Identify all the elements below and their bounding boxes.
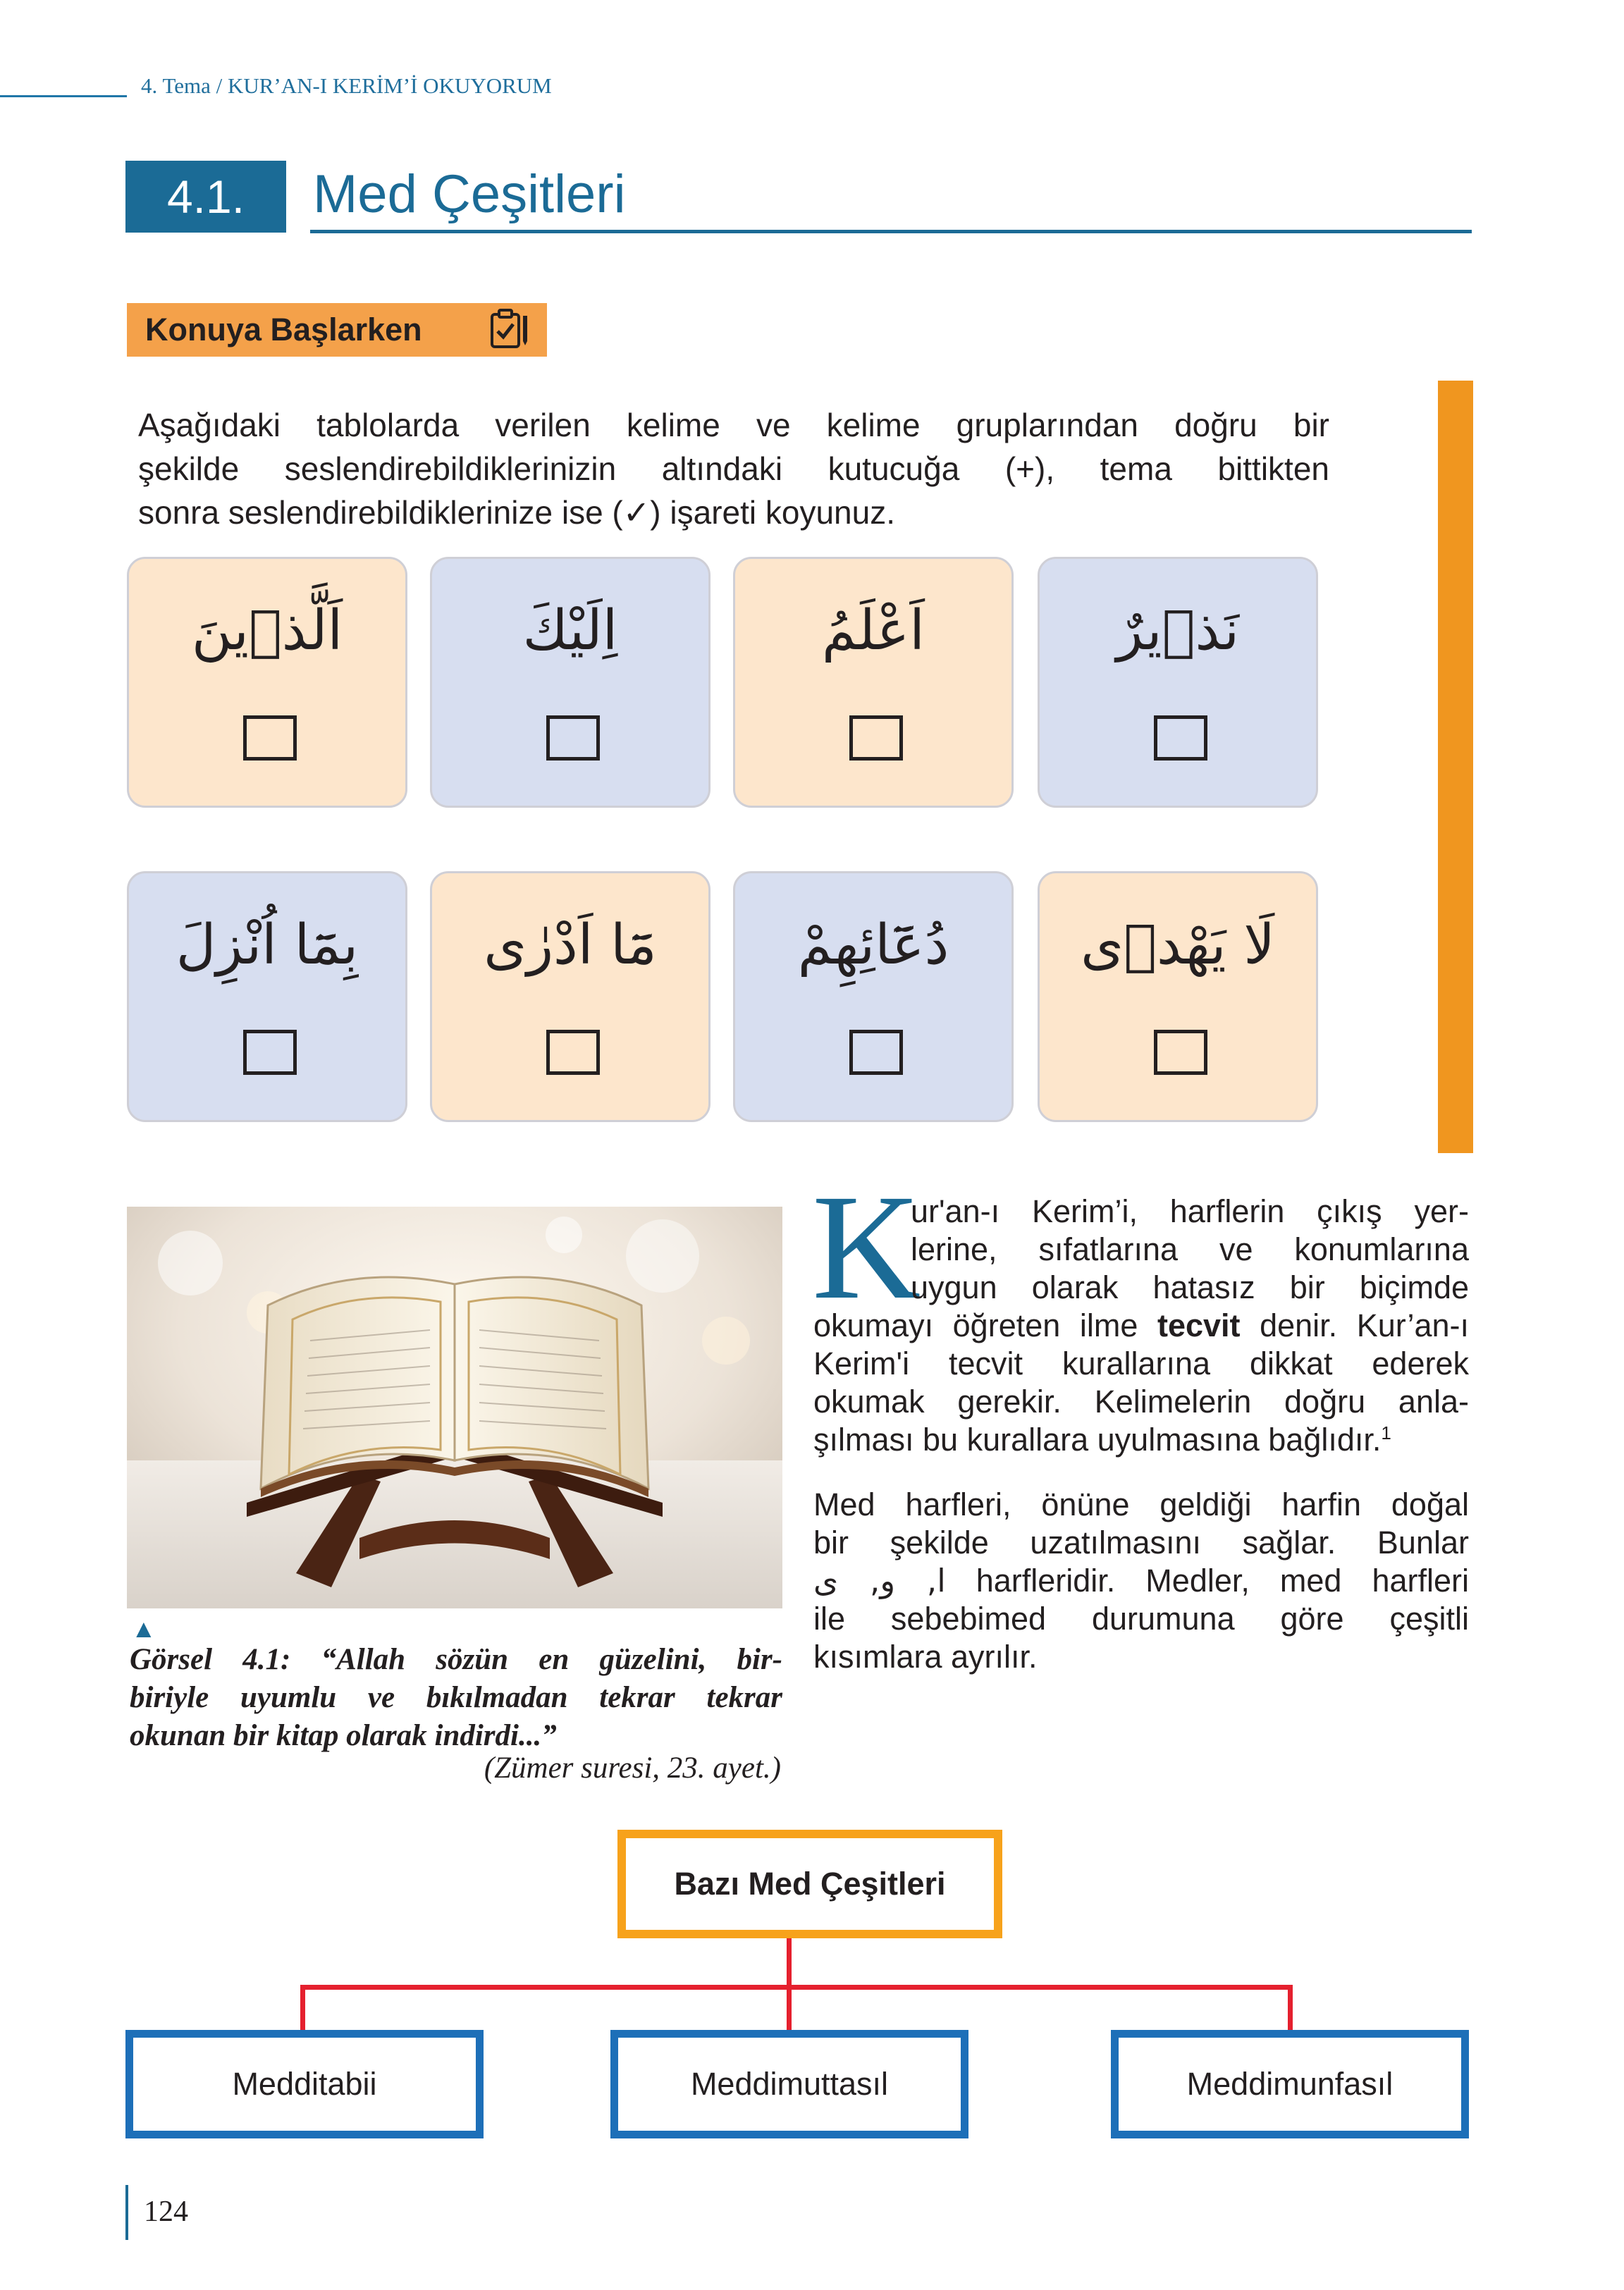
diagram-node <box>1111 2030 1469 2138</box>
arabic-word: نَذٖيرٌ <box>1116 599 1240 663</box>
med-letters: ا, و, ى <box>813 1562 946 1599</box>
checkbox[interactable] <box>243 715 297 761</box>
diagram-node-label: Meddimunfasıl <box>1186 2066 1394 2102</box>
term-tecvit: tecvit <box>1157 1307 1241 1343</box>
diagram-root-box <box>617 1830 1002 1938</box>
checkbox[interactable] <box>849 1030 903 1075</box>
drop-cap: K <box>812 1164 921 1331</box>
diagram-node <box>125 2030 484 2138</box>
caption-line: Görsel 4.1: “Allah sözün en güzelini, bir- <box>130 1643 782 1676</box>
word-card <box>733 557 1014 808</box>
page-number: 124 <box>144 2196 188 2228</box>
paragraph-line: Med harfleri, önüne geldiği harfin doğal <box>813 1486 1469 1522</box>
section-number: 4.1. <box>125 161 286 233</box>
checkbox[interactable] <box>849 715 903 761</box>
arabic-word: اَلَّذٖينَ <box>191 599 343 663</box>
connector-line <box>787 1938 792 1988</box>
checkbox[interactable] <box>243 1030 297 1075</box>
word-card <box>733 871 1014 1122</box>
paragraph-line: ile sebebimed durumuna göre çeşitli <box>813 1601 1469 1637</box>
clipboard-check-icon <box>488 307 531 351</box>
diagram-root-label: Bazı Med Çeşitleri <box>674 1866 946 1902</box>
intro-paragraph <box>138 403 1329 534</box>
paragraph-line: Kerim'i tecvit kurallarına dikkat ederek <box>813 1346 1469 1381</box>
paragraph-line: bir şekilde uzatılmasını sağlar. Bunlar <box>813 1525 1469 1560</box>
arabic-word: دُعَٓائِهِمْ <box>797 913 949 977</box>
paragraph-line <box>813 1562 1469 1600</box>
footnote-marker: 1 <box>1381 1422 1391 1443</box>
paragraph-line: kısımlara ayrılır. <box>813 1639 1038 1675</box>
diagram-node-label: Medditabii <box>232 2066 377 2102</box>
intro-line: Aşağıdaki tablolarda verilen kelime ve kelime gruplarından doğru bir <box>138 407 1329 443</box>
breadcrumb: 4. Tema / KUR’AN-I KERİM’İ OKUYORUM <box>141 73 552 98</box>
figure-caption <box>130 1641 782 1755</box>
page-title: Med Çeşitleri <box>313 164 626 224</box>
paragraph-line <box>813 1421 1469 1459</box>
section-label-box <box>127 303 547 357</box>
checkbox[interactable] <box>546 1030 600 1075</box>
side-accent-bar <box>1438 381 1473 1153</box>
paragraph-line: ur'an-ı Kerim’i, harflerin çıkış yer- <box>911 1193 1469 1229</box>
caption-marker-icon: ▲ <box>131 1614 156 1643</box>
arabic-word: اِلَيْكَ <box>522 599 618 663</box>
paragraph-line: okumak gerekir. Kelimelerin doğru anla- <box>813 1384 1469 1420</box>
word-card <box>430 871 710 1122</box>
word-card <box>127 871 407 1122</box>
diagram-node-label: Meddimuttasıl <box>690 2066 889 2102</box>
connector-line <box>300 1985 305 2030</box>
text-run: şılması bu kurallara uyulmasına bağlıdır. <box>813 1422 1382 1458</box>
word-card <box>1038 871 1318 1122</box>
section-label: Konuya Başlarken <box>145 312 422 347</box>
word-card <box>430 557 710 808</box>
page-number-rule <box>125 2185 128 2240</box>
connector-line <box>300 1985 1293 1990</box>
caption-source: (Zümer suresi, 23. ayet.) <box>484 1752 781 1785</box>
word-card <box>127 557 407 808</box>
tecvit-paragraph <box>813 1193 1469 1459</box>
intro-line: sonra seslendirebildiklerinize ise (✓) işareti koyunuz. <box>138 494 895 531</box>
diagram-node <box>610 2030 968 2138</box>
text-run: harfleridir. Medler, med harfleri <box>945 1563 1469 1599</box>
checkbox[interactable] <box>1154 715 1207 761</box>
paragraph-line: uygun olarak hatasız bir biçimde <box>911 1269 1469 1305</box>
intro-line: şekilde seslendirebildiklerinizin altındaki kutucuğa (+), tema bittikten <box>138 450 1329 487</box>
arabic-word: اَعْلَمُ <box>822 599 925 663</box>
book-stand-illustration <box>127 1207 782 1608</box>
text-run: denir. Kur’an-ı <box>1240 1307 1469 1343</box>
title-underline <box>310 230 1472 233</box>
text-run: okumayı öğreten ilme <box>813 1307 1157 1343</box>
arabic-word: مَٓا اَدْرٰى <box>484 913 657 977</box>
arabic-word: بِمَٓا اُنْزِلَ <box>176 913 359 977</box>
checkbox[interactable] <box>1154 1030 1207 1075</box>
med-letters-paragraph <box>813 1486 1469 1676</box>
connector-line <box>1288 1985 1293 2030</box>
caption-line: biriyle uyumlu ve bıkılmadan tekrar tekrar <box>130 1681 782 1714</box>
quran-on-stand-image <box>127 1207 782 1608</box>
caption-line: okunan bir kitap olarak indirdi...” <box>130 1719 557 1752</box>
paragraph-line: lerine, sıfatlarına ve konumlarına <box>911 1231 1469 1267</box>
checkbox[interactable] <box>546 715 600 761</box>
header-rule <box>0 95 127 97</box>
connector-line <box>787 1985 792 2030</box>
word-card <box>1038 557 1318 808</box>
paragraph-line <box>813 1307 1469 1345</box>
arabic-word: لَا يَهْدٖى <box>1081 913 1275 977</box>
